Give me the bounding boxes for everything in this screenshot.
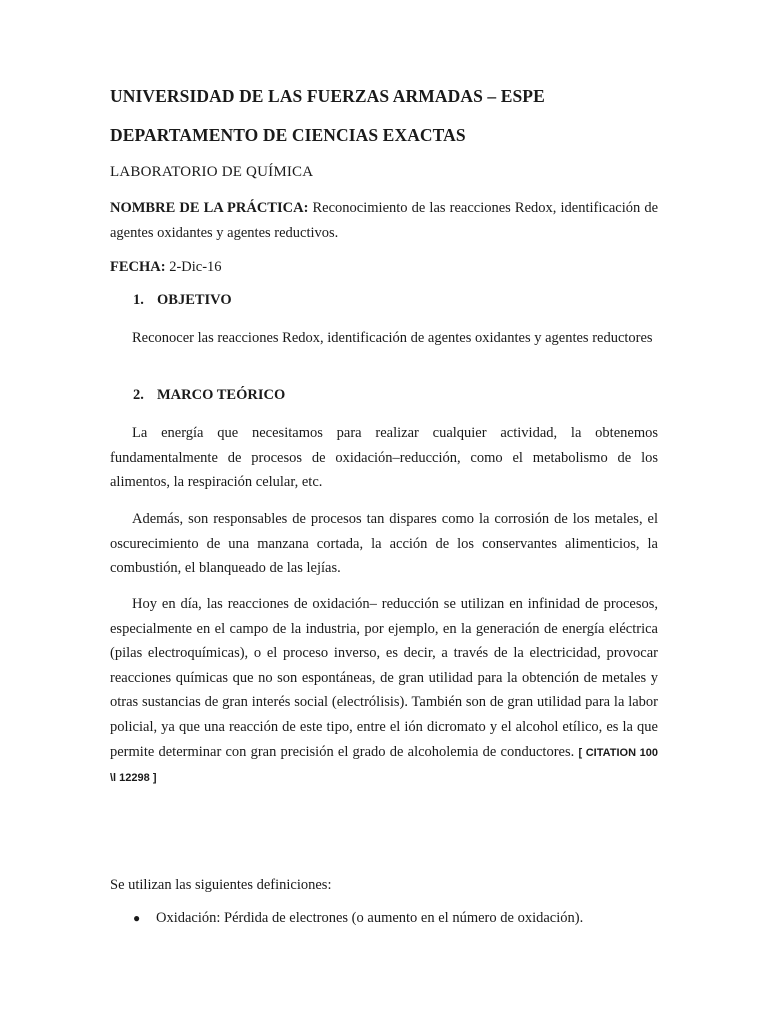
- bullet-icon: ●: [133, 911, 141, 925]
- section-heading-marco-teorico: [133, 387, 681, 404]
- lab-title: LABORATORIO DE QUÍMICA: [110, 164, 314, 180]
- objetivo-paragraph: Reconocer las reacciones Redox, identificación de agentes oxidantes y agentes reductores: [132, 330, 653, 346]
- practice-name: [110, 196, 658, 245]
- department-title: DEPARTAMENTO DE CIENCIAS EXACTAS: [110, 125, 466, 145]
- marco-paragraph-2: Además, son responsables de procesos tan dispares como la corrosión de los metales, el oscurecimiento de una manzana cortada, la acción de los conservantes alimenticios, la combustión, el blanqueado de las lejías.: [110, 511, 658, 577]
- section-title: OBJETIVO: [157, 292, 232, 308]
- list-item: [133, 910, 658, 927]
- marco-paragraph-3-text: Hoy en día, las reacciones de oxidación– reducción se utilizan en infinidad de procesos, especialmente en el campo de la industria, por ejemplo, en la generación de energía eléctrica (pilas electroquímicas), o el proceso inverso, es decir, a través de la electricidad, provocar reacciones químicas que no son espontáneas, de gran utilidad para la obtención de metales y otras sustancias de gran interés social (electrólisis). También son de gran utilidad para la labor policial, ya que una reacción de este tipo, entre el ión dicromato y el alcohol etílico, es la que permite determinar con gran precisión el grado de alcoholemia de conductores.: [110, 596, 658, 760]
- date-value: 2-Dic-16: [169, 259, 222, 275]
- university-title: UNIVERSIDAD DE LAS FUERZAS ARMADAS – ESPE: [110, 86, 545, 106]
- section-title: MARCO TEÓRICO: [157, 387, 286, 403]
- practice-value: Reconocimiento de las reacciones Redox, identificación de agentes oxidantes y agentes reductivos.: [110, 200, 659, 241]
- practice-label: NOMBRE DE LA PRÁCTICA:: [110, 200, 309, 216]
- marco-paragraph-3: [110, 592, 658, 791]
- citation-field: [ CITATION 100 \l 12298 ]: [110, 746, 659, 785]
- marco-paragraph-1: La energía que necesitamos para realizar cualquier actividad, la obtenemos fundamentalmente de procesos de oxidación–reducción, como el metabolismo de los alimentos, la respiración celular, etc.: [110, 425, 658, 491]
- section-number: 1.: [133, 292, 144, 308]
- section-heading-objetivo: [133, 292, 681, 309]
- definition-text: Oxidación: Pérdida de electrones (o aumento en el número de oxidación).: [156, 910, 584, 926]
- date-label: FECHA:: [110, 259, 166, 275]
- section-number: 2.: [133, 387, 144, 403]
- date-line: [110, 255, 658, 280]
- definitions-intro: Se utilizan las siguientes definiciones:: [110, 877, 332, 893]
